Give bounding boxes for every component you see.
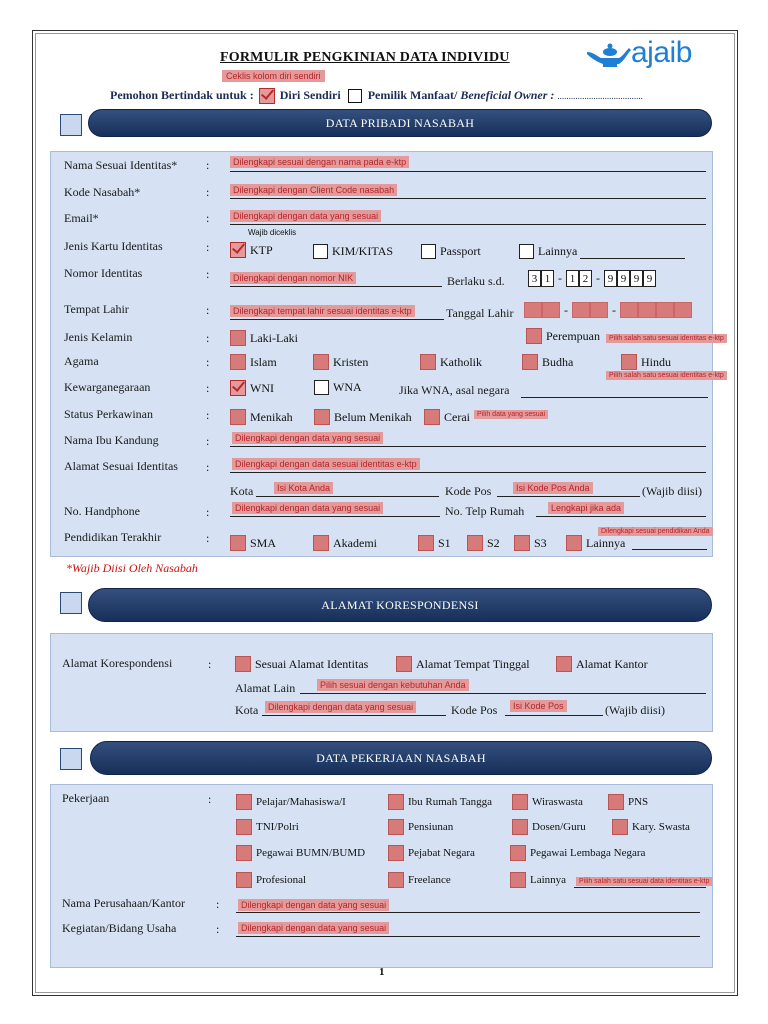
sma-checkbox[interactable] [230, 535, 246, 551]
s3-label: S3 [534, 535, 547, 550]
client-code-hint: Dilengkapi dengan Client Code nasabah [230, 184, 397, 196]
s3-checkbox[interactable] [514, 535, 530, 551]
job-label-text: Wiraswasta [532, 796, 583, 808]
job-label-text: TNI/Polri [256, 821, 299, 833]
mother-name-label: Nama Ibu Kandung [64, 433, 159, 447]
applicant-line [110, 88, 643, 104]
name-hint: Dilengkapi sesuai dengan nama pada e-ktp [230, 156, 409, 168]
job-state-agency-option[interactable] [510, 845, 645, 861]
akademi-label: Akademi [333, 535, 377, 550]
job-tni-option[interactable] [236, 819, 299, 835]
edu-other-checkbox[interactable] [566, 535, 582, 551]
corr-city-hint: Dilengkapi dengan data yang sesuai [265, 701, 416, 713]
form-title: FORMULIR PENGKINIAN DATA INDIVIDU [220, 50, 510, 65]
job-label-text: Pegawai BUMN/BUMD [256, 847, 366, 859]
job-label-text: Kary. Swasta [632, 821, 690, 833]
birthdate-cell [656, 302, 674, 318]
gender-label: Jenis Kelamin [64, 330, 133, 344]
self-checkbox[interactable] [259, 88, 275, 104]
job-private-employee-option[interactable] [612, 819, 690, 835]
s1-label: S1 [438, 535, 451, 550]
self-label: Diri Sendiri [279, 88, 341, 102]
correspondence-label: Alamat Korespondensi [62, 656, 173, 670]
id-type-label: Jenis Kartu Identitas [64, 239, 163, 253]
corr-identity-checkbox[interactable] [235, 656, 251, 672]
id-type-note: Wajib diceklis [248, 228, 297, 237]
edu-sma-option[interactable] [230, 535, 276, 551]
religion-katholik-option[interactable] [420, 354, 482, 370]
corr-city-label: Kota [235, 703, 259, 717]
edu-other-field[interactable] [632, 536, 707, 550]
birthdate-label: Tanggal Lahir [446, 306, 514, 320]
s1-checkbox[interactable] [418, 535, 434, 551]
applicant-prefix: Pemohon Bertindak untuk : [110, 88, 254, 102]
citizen-wni-option[interactable] [230, 380, 274, 396]
religion-hindu-option[interactable] [621, 354, 671, 370]
job-professional-option[interactable] [236, 872, 306, 888]
religion-islam-option[interactable] [230, 354, 277, 370]
job-checkbox[interactable] [236, 845, 252, 861]
corr-postal-hint: Isi Kode Pos [510, 700, 567, 712]
marital-married-option[interactable] [230, 409, 293, 425]
id-number-hint: Dilengkapi dengan nomor NIK [230, 272, 356, 284]
edu-other-option[interactable] [566, 535, 625, 551]
birthdate-cell [524, 302, 542, 318]
job-label-text: Lainnya [530, 874, 567, 886]
katholik-checkbox[interactable] [420, 354, 436, 370]
postal-required: (Wajib diisi) [642, 484, 703, 498]
job-label-text: Pegawai Lembaga Negara [530, 847, 646, 859]
budha-label: Budha [542, 354, 574, 369]
other-address-label: Alamat Lain [235, 681, 296, 695]
kristen-label: Kristen [333, 354, 369, 369]
corr-residence-option[interactable] [396, 656, 530, 672]
job-label-text: Pelajar/Mahasiswa/I [256, 796, 346, 808]
male-checkbox[interactable] [230, 330, 246, 346]
job-label: Pekerjaan [62, 791, 110, 805]
job-label-text: Dosen/Guru [532, 821, 586, 833]
job-label-text: Profesional [256, 874, 307, 886]
corr-postal-required: (Wajib diisi) [605, 703, 666, 717]
marital-label: Status Perkawinan [64, 407, 153, 421]
religion-kristen-option[interactable] [313, 354, 368, 370]
female-checkbox[interactable] [526, 328, 542, 344]
job-entrepreneur-option[interactable] [512, 794, 583, 810]
akademi-checkbox[interactable] [313, 535, 329, 551]
id-number-label: Nomor Identitas [64, 266, 143, 280]
valid-digit: 1 [566, 270, 579, 287]
postal-hint: Isi Kode Pos Anda [513, 482, 593, 494]
job-checkbox[interactable] [608, 794, 624, 810]
corr-office-option[interactable] [556, 656, 648, 672]
corr-identity-label: Sesuai Alamat Identitas [255, 656, 369, 671]
job-other-option[interactable] [510, 872, 566, 888]
male-label: Laki-Laki [250, 330, 298, 345]
birthplace-hint: Dilengkapi tempat lahir sesuai identitas e-ktp [230, 305, 415, 317]
page-number: 1 [379, 966, 385, 978]
job-bumn-option[interactable] [236, 845, 365, 861]
job-label-text: Freelance [408, 874, 451, 886]
section-header-employment: DATA PEKERJAAN NASABAH [90, 741, 712, 775]
kim-checkbox[interactable] [313, 244, 328, 259]
email-hint: Dilengkapi dengan data yang sesuai [230, 210, 381, 222]
job-checkbox[interactable] [510, 845, 526, 861]
job-checkbox[interactable] [510, 872, 526, 888]
wni-checkbox[interactable] [230, 380, 246, 396]
corr-residence-checkbox[interactable] [396, 656, 412, 672]
birthdate-field[interactable]: - - [524, 302, 692, 318]
job-checkbox[interactable] [512, 794, 528, 810]
birthdate-cell [674, 302, 692, 318]
single-checkbox[interactable] [314, 409, 330, 425]
corr-residence-label: Alamat Tempat Tinggal [416, 656, 530, 671]
edu-akademi-option[interactable] [313, 535, 377, 551]
id-type-ktp[interactable] [230, 242, 273, 258]
address-hint: Dilengkapi dengan data sesuai identitas e-ktp [232, 458, 420, 470]
ajaib-logo [585, 34, 715, 76]
citizen-wna-option[interactable] [314, 380, 362, 395]
activity-label: Kegiatan/Bidang Usaha [62, 921, 177, 935]
job-checkbox[interactable] [388, 872, 404, 888]
islam-checkbox[interactable] [230, 354, 246, 370]
edu-s2-option[interactable] [467, 535, 500, 551]
wna-label: WNA [333, 380, 362, 394]
katholik-label: Katholik [440, 354, 482, 369]
job-checkbox[interactable] [388, 794, 404, 810]
home-phone-hint: Lengkapi jika ada [548, 502, 624, 514]
job-label-text: PNS [628, 796, 649, 808]
job-retired-option[interactable] [388, 819, 453, 835]
married-label: Menikah [250, 409, 293, 424]
female-label: Perempuan [546, 328, 600, 343]
edu-other-label: Lainnya [586, 535, 626, 550]
logo-text: ajaib [631, 36, 692, 69]
valid-digit: 3 [528, 270, 541, 287]
passport-checkbox[interactable] [421, 244, 436, 259]
valid-digit: 9 [617, 270, 630, 287]
education-note: Dilengkapi sesuai pendidikan Anda [598, 527, 713, 536]
valid-digit: 9 [630, 270, 643, 287]
single-label: Belum Menikah [334, 409, 412, 424]
ktp-checkbox[interactable] [230, 242, 246, 258]
s2-checkbox[interactable] [467, 535, 483, 551]
job-checkbox[interactable] [512, 819, 528, 835]
job-freelance-option[interactable] [388, 872, 451, 888]
valid-until-label: Berlaku s.d. [447, 274, 505, 288]
job-checkbox[interactable] [236, 872, 252, 888]
kim-label: KIM/KITAS [332, 244, 394, 258]
client-code-label: Kode Nasabah* [64, 185, 141, 199]
job-student-option[interactable] [236, 794, 346, 810]
section-header-personal: DATA PRIBADI NASABAH [88, 109, 712, 137]
birthdate-cell [572, 302, 590, 318]
home-phone-label: No. Telp Rumah [445, 504, 525, 518]
gender-female-option[interactable] [526, 328, 600, 344]
birthdate-cell [590, 302, 608, 318]
wna-checkbox[interactable] [314, 380, 329, 395]
citizenship-label: Kewarganegaraan [64, 380, 151, 394]
valid-digit: 9 [643, 270, 656, 287]
job-note: Pilih salah satu sesuai data identitas e-ktp [576, 877, 712, 886]
marital-note: Pilih data yang sesuai [474, 410, 548, 419]
beneficial-checkbox[interactable] [348, 89, 362, 103]
corr-office-label: Alamat Kantor [576, 656, 648, 671]
edu-s1-option[interactable] [418, 535, 451, 551]
id-type-kim[interactable] [313, 244, 393, 259]
valid-digit: 9 [604, 270, 617, 287]
valid-digit: 1 [541, 270, 554, 287]
mother-name-hint: Dilengkapi dengan data yang sesuai [232, 432, 383, 444]
email-label: Email* [64, 211, 99, 225]
phone-label: No. Handphone [64, 504, 140, 518]
gender-male-option[interactable] [230, 330, 298, 346]
postal-label: Kode Pos [445, 484, 492, 498]
genie-lamp-icon [585, 38, 635, 72]
section-icon-box [60, 748, 82, 770]
beneficial-italic: Beneficial Owner : [460, 88, 555, 102]
birthplace-label: Tempat Lahir [64, 302, 129, 316]
beneficial-prefix: Pemilik Manfaat/ [367, 88, 458, 102]
section-icon-box [60, 592, 82, 614]
valid-digit: 2 [579, 270, 592, 287]
activity-hint: Dilengkapi dengan data yang sesuai [238, 922, 389, 934]
name-label: Nama Sesuai Identitas* [64, 158, 178, 172]
city-hint: Isi Kota Anda [274, 482, 333, 494]
job-label-text: Pejabat Negara [408, 847, 475, 859]
section-header-correspondence: ALAMAT KORESPONDENSI [88, 588, 712, 622]
passport-label: Passport [440, 244, 481, 258]
divorced-label: Cerai [444, 409, 470, 424]
other-id-checkbox[interactable] [519, 244, 534, 259]
corr-identity-option[interactable] [235, 656, 368, 672]
required-footnote: *Wajib Diisi Oleh Nasabah [66, 561, 198, 575]
education-label: Pendidikan Terakhir [64, 530, 162, 544]
hindu-label: Hindu [641, 354, 671, 369]
job-checkbox[interactable] [388, 845, 404, 861]
hindu-checkbox[interactable] [621, 354, 637, 370]
ktp-label: KTP [250, 242, 273, 257]
job-state-official-option[interactable] [388, 845, 475, 861]
job-label-text: Pensiunan [408, 821, 454, 833]
religion-note: Pilih salah satu sesuai identitas e-ktp [606, 371, 727, 380]
s2-label: S2 [487, 535, 500, 550]
other-address-hint: Pilih sesuai dengan kebutuhan Anda [317, 679, 469, 691]
kristen-checkbox[interactable] [313, 354, 329, 370]
sma-label: SMA [250, 535, 277, 550]
birthdate-cell [638, 302, 656, 318]
valid-until-date[interactable]: 3 1 - 1 2 - 9 9 9 9 [528, 270, 656, 287]
birthdate-cell [542, 302, 560, 318]
gender-note: Pilih salah satu sesuai identitas e-ktp [606, 334, 727, 343]
married-checkbox[interactable] [230, 409, 246, 425]
marital-single-option[interactable] [314, 409, 412, 425]
wni-label: WNI [250, 380, 274, 395]
islam-label: Islam [250, 354, 277, 369]
birthdate-cell [620, 302, 638, 318]
job-checkbox[interactable] [236, 819, 252, 835]
job-pns-option[interactable] [608, 794, 648, 810]
company-hint: Dilengkapi dengan data yang sesuai [238, 899, 389, 911]
religion-label: Agama [64, 354, 99, 368]
job-checkbox[interactable] [388, 819, 404, 835]
corr-office-checkbox[interactable] [556, 656, 572, 672]
city-label: Kota [230, 484, 254, 498]
job-checkbox[interactable] [612, 819, 628, 835]
beneficial-dots: ...................................... [557, 91, 643, 101]
divorced-checkbox[interactable] [424, 409, 440, 425]
job-label-text: Ibu Rumah Tangga [408, 796, 492, 808]
section-icon-box [60, 114, 82, 136]
other-id-field[interactable] [580, 245, 685, 259]
id-type-passport[interactable] [421, 244, 481, 259]
address-label: Alamat Sesuai Identitas [64, 459, 178, 473]
id-type-other[interactable] [519, 244, 577, 259]
wna-country-label: Jika WNA, asal negara [399, 383, 510, 397]
marital-divorced-option[interactable] [424, 409, 470, 425]
religion-budha-option[interactable] [522, 354, 573, 370]
job-checkbox[interactable] [236, 794, 252, 810]
phone-hint: Dilengkapi dengan data yang sesuai [232, 502, 383, 514]
self-check-note: Ceklis kolom diri sendiri [222, 70, 325, 82]
corr-postal-label: Kode Pos [451, 703, 498, 717]
other-id-label: Lainnya [538, 244, 578, 258]
company-label: Nama Perusahaan/Kantor [62, 896, 185, 910]
budha-checkbox[interactable] [522, 354, 538, 370]
edu-s3-option[interactable] [514, 535, 547, 551]
job-lecturer-option[interactable] [512, 819, 586, 835]
job-housewife-option[interactable] [388, 794, 492, 810]
wna-country-field[interactable] [521, 384, 708, 398]
